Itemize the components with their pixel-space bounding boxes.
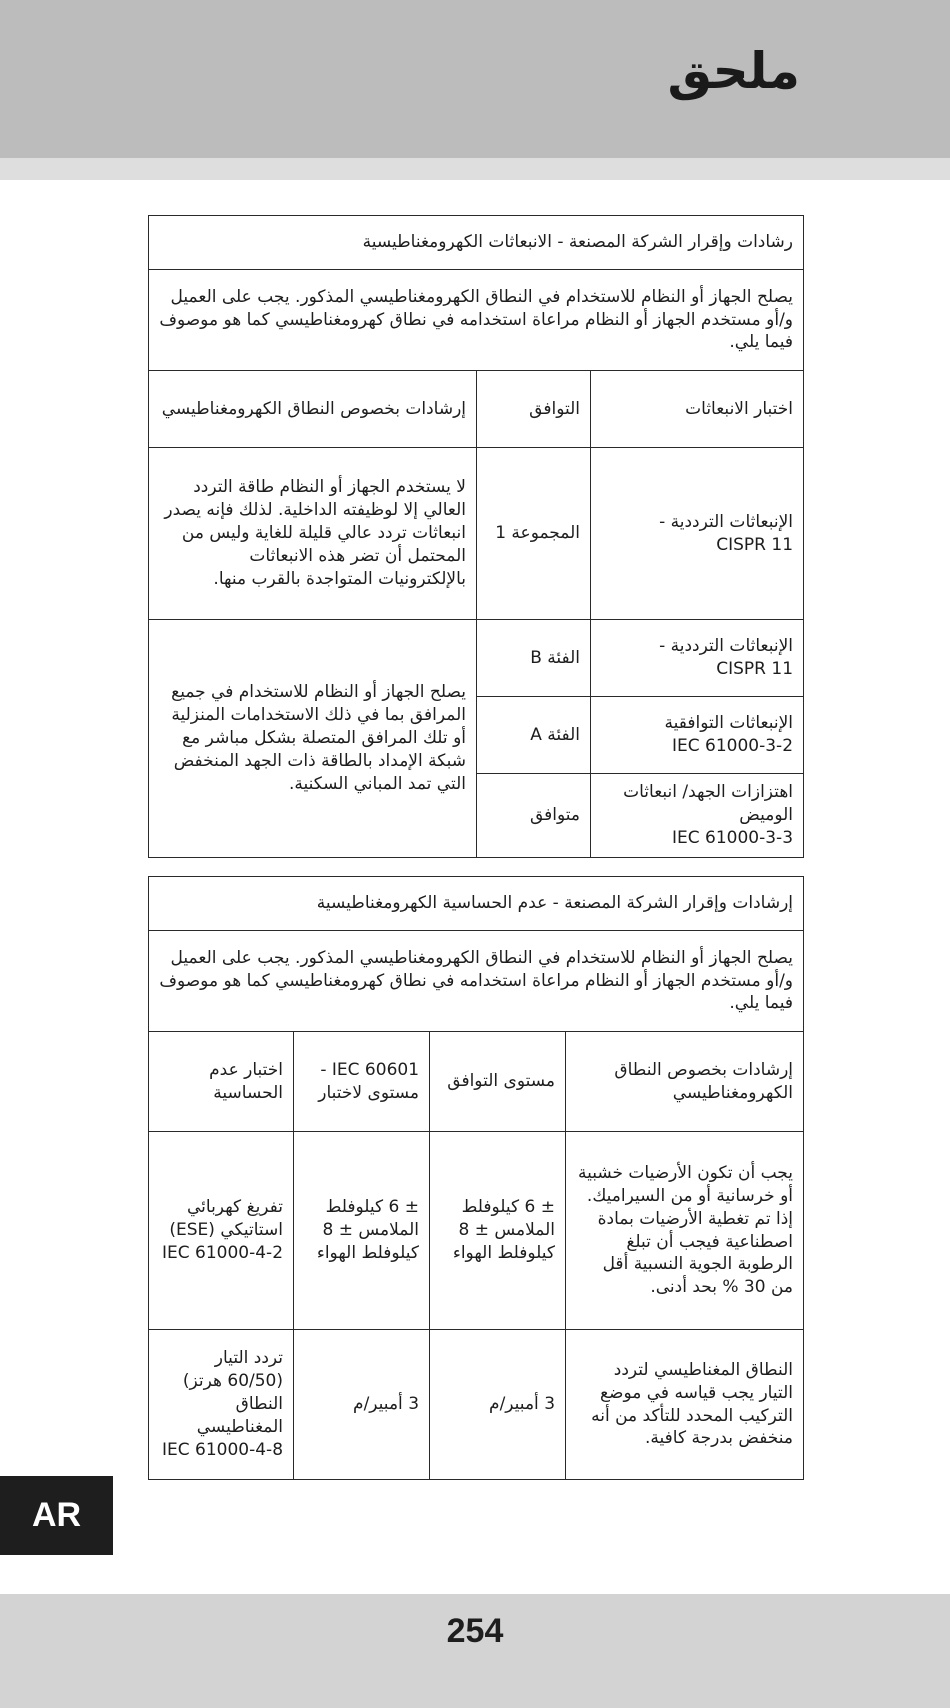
table-row bbox=[149, 1330, 804, 1480]
header-em-guidance: إرشادات بخصوص النطاق الكهرومغناطيسي bbox=[566, 1032, 804, 1132]
test-name: تفريغ كهربائي استاتيكي (ESE) bbox=[169, 1197, 284, 1241]
test-name-cell bbox=[149, 1132, 294, 1330]
header-test-level: IEC 60601 - مستوى لاختبار bbox=[294, 1032, 430, 1132]
header-emissions-test: اختبار الانبعاثات bbox=[591, 371, 804, 448]
immunity-table bbox=[148, 876, 804, 1480]
test-name-cell bbox=[591, 697, 804, 774]
guidance-cell: يصلح الجهاز أو النظام للاستخدام في جميع المرافق بما في ذلك الاستخدامات المنزلية أو تلك المرافق المتصلة بشكل مباشر مع شبكة الإمداد بالطاقة ذات الجهد المنخفض التي تمد المباني السكنية. bbox=[149, 620, 477, 858]
emissions-table-title: رشادات وإقرار الشركة المصنعة - الانبعاثات الكهرومغناطيسية bbox=[149, 216, 804, 270]
compliance-cell: المجموعة 1 bbox=[477, 448, 591, 620]
test-standard: CISPR 11 bbox=[716, 534, 794, 555]
table-row bbox=[149, 620, 804, 697]
test-name: الإنبعاثات الترددية - bbox=[659, 511, 794, 532]
guidance-cell: النطاق المغناطيسي لتردد التيار يجب قياسه في موضع التركيب المحدد للتأكد من أنه منخفض بدرجة كافية. bbox=[566, 1330, 804, 1480]
test-name: الإنبعاثات الترددية - bbox=[659, 636, 794, 657]
compliance-cell: الفئة B bbox=[477, 620, 591, 697]
header-compliance: التوافق bbox=[477, 371, 591, 448]
test-standard: IEC 61000-3-3 bbox=[672, 827, 794, 848]
test-standard: IEC 61000-4-8 bbox=[162, 1439, 284, 1460]
test-name-cell bbox=[591, 620, 804, 697]
test-name-cell bbox=[149, 1330, 294, 1480]
header-strip bbox=[0, 158, 950, 180]
header-immunity-test: اختبار عدم الحساسية bbox=[149, 1032, 294, 1132]
test-name: الإنبعاثات التوافقية bbox=[664, 713, 794, 734]
test-standard: CISPR 11 bbox=[716, 659, 794, 679]
test-name-cell bbox=[591, 448, 804, 620]
language-tab: AR bbox=[0, 1476, 113, 1555]
emissions-table-intro: يصلح الجهاز أو النظام للاستخدام في النطاق الكهرومغناطيسي المذكور. يجب على العميل و/أو مستخدم الجهاز أو النظام مراعاة استخدامه في نطاق كهرومغناطيسي كما هو موصوف فيما يلي. bbox=[149, 270, 804, 371]
table-row bbox=[149, 448, 804, 620]
test-level-cell: 3 أمبير/م bbox=[294, 1330, 430, 1480]
test-name: تردد التيار (60/50 هرتز) النطاق المغناطيسي bbox=[182, 1348, 284, 1437]
guidance-cell: يجب أن تكون الأرضيات خشبية أو خرسانية أو من السيراميك. إذا تم تغطية الأرضيات بمادة اصطناعية فيجب أن تبلغ الرطوبة الجوية النسبية أقل من 30 % بحد أدنى. bbox=[566, 1132, 804, 1330]
test-standard: IEC 61000-4-2 bbox=[162, 1242, 284, 1263]
page-number: 254 bbox=[446, 1612, 504, 1650]
header-compliance-level: مستوى التوافق bbox=[430, 1032, 566, 1132]
header-em-guidance: إرشادات بخصوص النطاق الكهرومغناطيسي bbox=[149, 371, 477, 448]
immunity-table-intro: يصلح الجهاز أو النظام للاستخدام في النطاق الكهرومغناطيسي المذكور. يجب على العميل و/أو مستخدم الجهاز أو النظام مراعاة استخدامه في نطاق كهرومغناطيسي كما هو موصوف فيما يلي. bbox=[149, 931, 804, 1032]
compliance-cell: 3 أمبير/م bbox=[430, 1330, 566, 1480]
test-standard: IEC 61000-3-2 bbox=[672, 736, 794, 756]
test-name-cell bbox=[591, 774, 804, 858]
compliance-cell: الفئة A bbox=[477, 697, 591, 774]
test-name: اهتزازات الجهد/ انبعاثات الوميض bbox=[623, 782, 794, 825]
header-band bbox=[0, 0, 950, 158]
test-level-cell: ± 6 كيلوفلط الملامس ± 8 كيلوفلط الهواء bbox=[294, 1132, 430, 1330]
compliance-cell: ± 6 كيلوفلط الملامس ± 8 كيلوفلط الهواء bbox=[430, 1132, 566, 1330]
emissions-table bbox=[148, 215, 804, 858]
table-row bbox=[149, 1132, 804, 1330]
page-title: ملحق bbox=[667, 42, 800, 100]
guidance-cell: لا يستخدم الجهاز أو النظام طاقة التردد العالي إلا لوظيفته الداخلية. لذلك فإنه يصدر انبعاثات تردد عالي قليلة للغاية وليس من المحتمل أن تضر هذه الانبعاثات بالإلكترونيات المتواجدة بالقرب منها. bbox=[149, 448, 477, 620]
immunity-table-title: إرشادات وإقرار الشركة المصنعة - عدم الحساسية الكهرومغناطيسية bbox=[149, 877, 804, 931]
compliance-cell: متوافق bbox=[477, 774, 591, 858]
